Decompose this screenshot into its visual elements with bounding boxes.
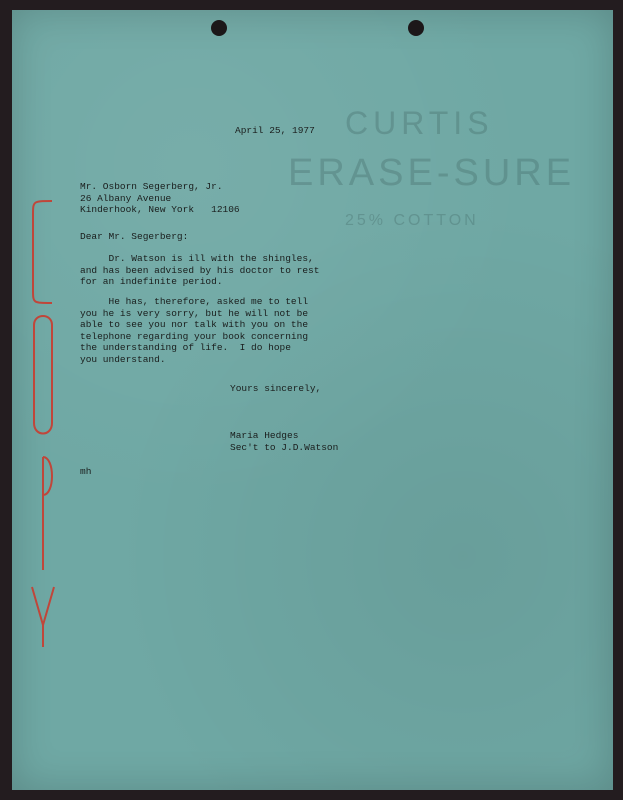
text-line: and has been advised by his doctor to rest [80, 264, 320, 276]
salutation: Dear Mr. Segerberg: [80, 231, 189, 242]
paragraph-1 [80, 253, 319, 288]
text-line: for an indefinite period. [80, 276, 223, 287]
signature-block [230, 430, 338, 453]
address-line: Mr. Osborn Segerberg, Jr. [80, 181, 223, 192]
text-line: He has, therefore, asked me to tell [80, 296, 309, 307]
watermark-brand: CURTIS [345, 105, 494, 141]
text-line: Dr. Watson is ill with the shingles, [80, 253, 314, 264]
address-line: Kinderhook, New York 12106 [80, 204, 240, 215]
text-line: telephone regarding your book concerning [80, 330, 309, 342]
watermark-fiber: 25% COTTON [345, 212, 479, 229]
letter-date: April 25, 1977 [235, 125, 315, 136]
text-line: able to see you nor talk with you on the [80, 319, 309, 330]
text-line: the understanding of life. I do hope [80, 342, 291, 353]
typist-initials: mh [80, 466, 92, 477]
address-line: 26 Albany Avenue [80, 192, 172, 204]
signer-title: Sec't to J.D.Watson [230, 441, 339, 453]
watermark-product: ERASE-SURE [288, 152, 576, 194]
text-line: you understand. [80, 353, 166, 365]
recipient-address [80, 181, 240, 216]
signer-name: Maria Hedges [230, 430, 299, 441]
copy-stamp [28, 195, 58, 650]
paragraph-2 [80, 296, 308, 365]
text-line: you he is very sorry, but he will not be [80, 307, 309, 319]
closing: Yours sincerely, [230, 383, 322, 394]
punch-hole-left [211, 20, 227, 36]
punch-hole-right [408, 20, 424, 36]
